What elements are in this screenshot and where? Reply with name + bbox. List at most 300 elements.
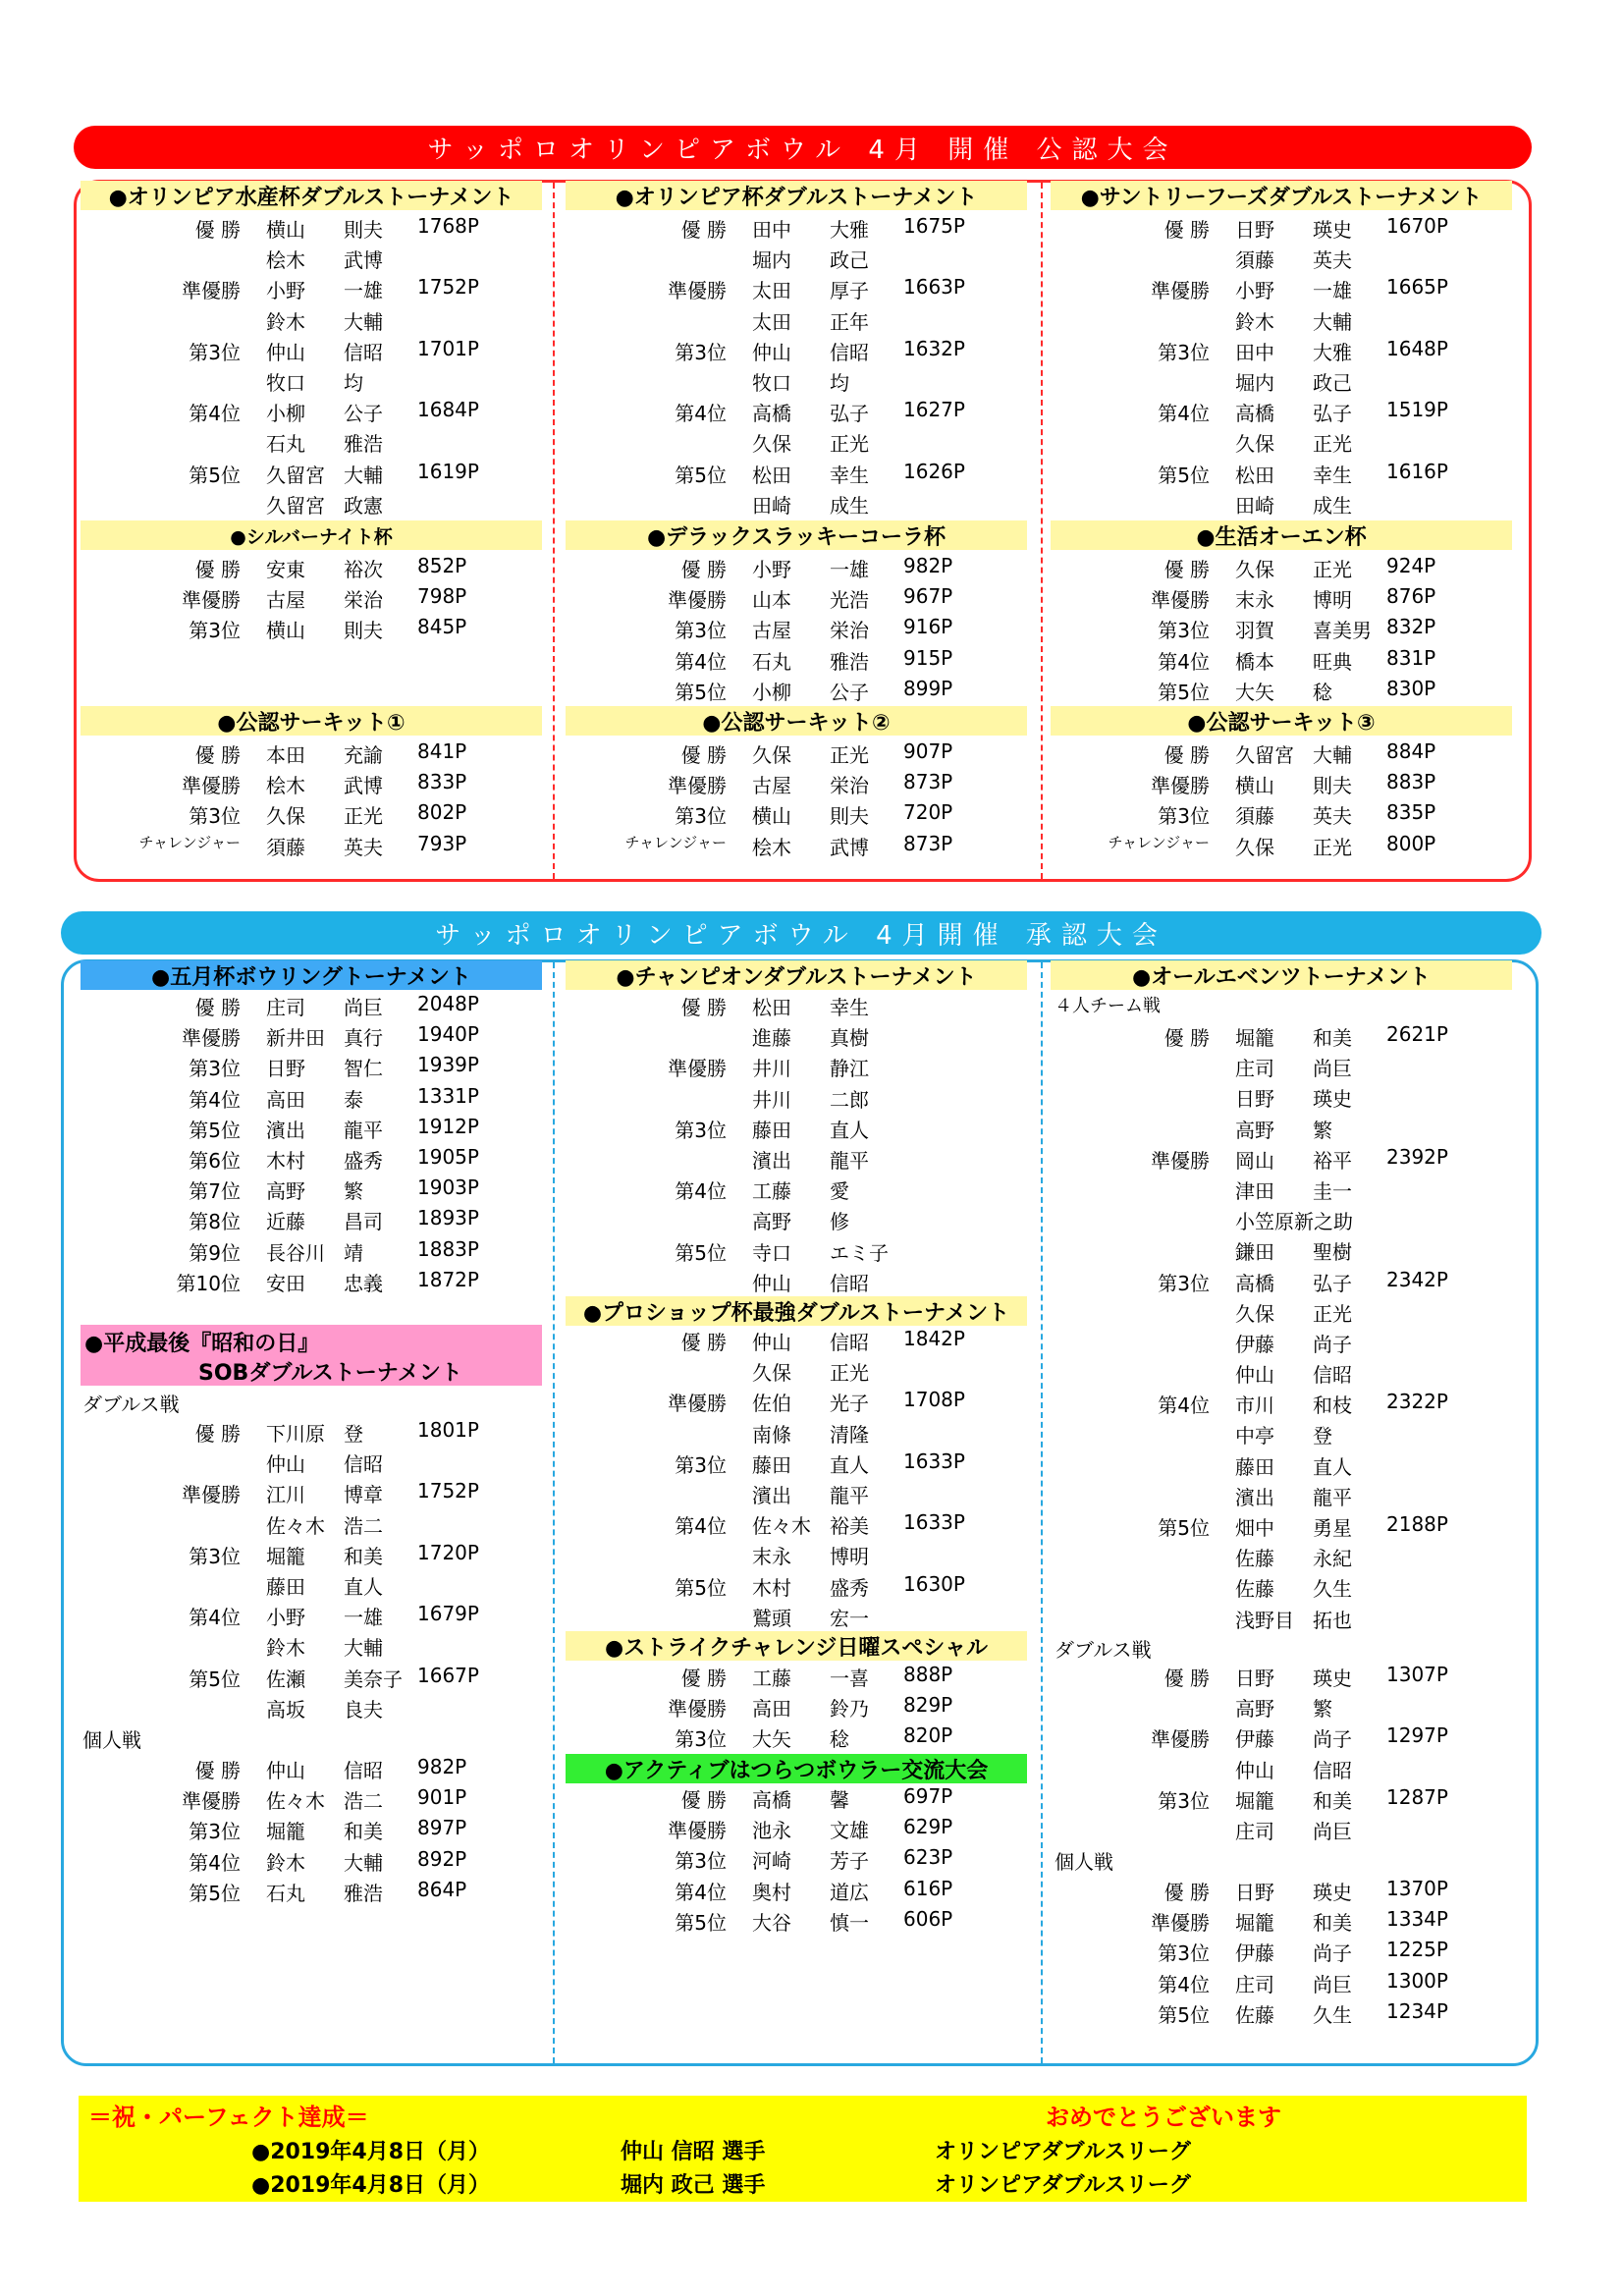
- given-name: 厚子: [830, 279, 869, 303]
- score: 1665P: [1386, 275, 1448, 300]
- section-label: ４人チーム戦: [1055, 996, 1161, 1016]
- family-name: 工藤: [752, 1667, 791, 1690]
- family-name: 新井田: [266, 1026, 325, 1051]
- score: 982P: [903, 554, 953, 577]
- given-name: 稔: [1313, 680, 1332, 704]
- family-name: 仲山: [1235, 1758, 1274, 1782]
- family-name: 伊藤: [1235, 1332, 1274, 1356]
- score: 873P: [903, 831, 953, 855]
- family-name: 奥村: [752, 1880, 791, 1904]
- rank-label: 準優勝: [1151, 774, 1210, 798]
- given-name: 聖樹: [1313, 1240, 1352, 1265]
- family-name: 高野: [1235, 1118, 1274, 1142]
- given-name: 幸生: [830, 463, 869, 487]
- score: 793P: [417, 831, 467, 855]
- family-name: 古屋: [752, 774, 791, 798]
- given-name: 武博: [344, 248, 383, 273]
- family-name: 久保: [752, 1361, 791, 1386]
- score: 833P: [417, 770, 467, 794]
- given-name: 慎一: [830, 1910, 869, 1935]
- given-name: 登: [1313, 1424, 1332, 1449]
- family-name: 安東: [266, 558, 305, 581]
- given-name: 真樹: [830, 1026, 869, 1051]
- family-name: 本田: [266, 743, 305, 767]
- rank-label: 第5位: [675, 1910, 727, 1935]
- family-name: 久留宮: [266, 463, 325, 487]
- given-name: 栄治: [830, 619, 869, 643]
- rank-label: 第3位: [189, 1057, 241, 1081]
- section-label: ダブルス戦: [1055, 1638, 1152, 1662]
- given-name: 盛秀: [830, 1575, 869, 1600]
- given-name: 弘子: [1313, 402, 1352, 426]
- tournament-header: ●プロショップ杯最強ダブルストーナメント: [566, 1296, 1027, 1326]
- given-name: 大雅: [1313, 340, 1352, 364]
- given-name: 一雄: [1313, 279, 1352, 303]
- family-name: 浅野目: [1235, 1608, 1294, 1632]
- rank-label: 優 勝: [194, 996, 241, 1019]
- rank-label: チャレンジャー: [624, 833, 727, 851]
- family-name: 佐瀬: [266, 1667, 305, 1691]
- given-name: 龍平: [1313, 1485, 1352, 1509]
- given-name: 宏一: [830, 1606, 869, 1630]
- rank-label: 第5位: [189, 1881, 241, 1905]
- given-name: 均: [830, 370, 849, 395]
- given-name: 和美: [1313, 1026, 1352, 1050]
- family-name: 堀籠: [1235, 1911, 1274, 1936]
- given-name: 武博: [344, 774, 383, 798]
- rank-label: 第6位: [189, 1148, 241, 1173]
- family-name: 久留宮: [266, 493, 325, 518]
- family-name: 小野: [752, 558, 791, 581]
- family-name: 小柳: [752, 680, 791, 704]
- rank-label: 準優勝: [1151, 1727, 1210, 1752]
- family-name: 堀内: [752, 248, 791, 273]
- rank-label: 第3位: [189, 1544, 241, 1568]
- family-name: 濱出: [266, 1118, 305, 1142]
- given-name: 幸生: [830, 996, 869, 1019]
- perfect-league: オリンピアダブルスリーグ: [935, 2173, 1191, 2198]
- given-name: 一雄: [830, 558, 869, 581]
- family-name: 古屋: [752, 619, 791, 643]
- family-name: 羽賀: [1235, 619, 1274, 643]
- rank-label: 第9位: [189, 1240, 241, 1265]
- family-name: 松田: [1235, 463, 1274, 487]
- congratulations-text: おめでとうございます: [1046, 2104, 1281, 2131]
- given-name: 泰: [344, 1087, 363, 1112]
- given-name: 武博: [830, 835, 869, 859]
- perfect-date: ●2019年4月8日（月）: [251, 2140, 491, 2164]
- family-name: 小野: [1235, 279, 1274, 303]
- given-name: 繁: [1313, 1697, 1332, 1722]
- family-name: 佐藤: [1235, 2002, 1274, 2027]
- family-name: 長谷川: [266, 1240, 325, 1265]
- rank-label: 第3位: [675, 1849, 727, 1874]
- score: 899P: [903, 676, 953, 700]
- rank-label: 優 勝: [1163, 1881, 1210, 1904]
- score: 1842P: [903, 1327, 965, 1350]
- score: 820P: [903, 1723, 953, 1748]
- family-name: 仲山: [752, 1271, 791, 1295]
- family-name: 下川原: [266, 1422, 325, 1446]
- rank-label: 優 勝: [1163, 1026, 1210, 1050]
- family-name: 高橋: [1235, 402, 1274, 426]
- given-name: 均: [344, 370, 363, 395]
- approved-banner: サッポロオリンピアボウル 4月開催 承認大会: [61, 911, 1542, 955]
- given-name: 栄治: [830, 774, 869, 798]
- family-name: 小笠原新之助: [1235, 1210, 1353, 1234]
- given-name: 信昭: [1313, 1363, 1352, 1388]
- family-name: 高田: [752, 1697, 791, 1722]
- given-name: 浩二: [344, 1789, 383, 1814]
- given-name: 稔: [830, 1727, 849, 1752]
- score: 873P: [903, 770, 953, 794]
- tournament-header: ●サントリーフーズダブルストーナメント: [1051, 181, 1512, 210]
- score: 916P: [903, 615, 953, 639]
- rank-label: 第5位: [1158, 680, 1210, 704]
- family-name: 横山: [752, 804, 791, 829]
- score: 832P: [1386, 615, 1436, 639]
- given-name: 正光: [830, 432, 869, 457]
- given-name: 智仁: [344, 1057, 383, 1081]
- score: 1708P: [903, 1388, 965, 1412]
- rank-label: 第4位: [675, 1514, 727, 1539]
- family-name: 藤田: [266, 1574, 305, 1599]
- score: 883P: [1386, 770, 1436, 794]
- family-name: 牧口: [266, 370, 305, 395]
- family-name: 久保: [752, 743, 791, 767]
- score: 924P: [1386, 554, 1436, 577]
- given-name: 繁: [344, 1179, 363, 1204]
- family-name: 工藤: [752, 1179, 791, 1204]
- rank-label: 第3位: [1158, 619, 1210, 643]
- given-name: エミ子: [830, 1240, 889, 1265]
- rank-label: 準優勝: [1151, 1148, 1210, 1173]
- score: 1300P: [1386, 1968, 1448, 1993]
- family-name: 堀籠: [1235, 1788, 1274, 1813]
- given-name: 信昭: [830, 1271, 869, 1295]
- family-name: 高野: [1235, 1697, 1274, 1722]
- family-name: 田中: [752, 218, 791, 242]
- rank-label: 優 勝: [194, 1422, 241, 1446]
- tournament-header: ●デラックスラッキーコーラ杯: [566, 520, 1027, 550]
- tournament-header: ●シルバーナイト杯: [81, 520, 542, 550]
- given-name: 一喜: [830, 1667, 869, 1690]
- given-name: 二郎: [830, 1087, 869, 1112]
- score: 1334P: [1386, 1907, 1448, 1932]
- given-name: 直人: [1313, 1454, 1352, 1479]
- family-name: 桧木: [752, 835, 791, 859]
- given-name: 則夫: [344, 619, 383, 643]
- rank-label: 第5位: [1158, 2002, 1210, 2027]
- rank-label: 準優勝: [1151, 588, 1210, 613]
- given-name: 和美: [1313, 1911, 1352, 1936]
- tournament-header: ●ストライクチャレンジ日曜スペシャル: [566, 1631, 1027, 1661]
- given-name: 和美: [344, 1820, 383, 1844]
- score: 1883P: [417, 1236, 479, 1261]
- family-name: 鷲頭: [752, 1606, 791, 1630]
- score: 1912P: [417, 1114, 479, 1138]
- rank-label: 第4位: [675, 1880, 727, 1904]
- score: 845P: [417, 615, 467, 639]
- rank-label: 準優勝: [668, 1057, 727, 1081]
- rank-label: 第3位: [1158, 1941, 1210, 1966]
- family-name: 佐伯: [752, 1392, 791, 1416]
- rank-label: 第3位: [675, 619, 727, 643]
- given-name: 光子: [830, 1392, 869, 1416]
- family-name: 日野: [1235, 1881, 1274, 1904]
- rank-label: 準優勝: [668, 588, 727, 613]
- score: 884P: [1386, 739, 1436, 763]
- tournament-header: ●オリンピア水産杯ダブルストーナメント: [81, 181, 542, 210]
- given-name: 正年: [830, 309, 869, 334]
- perfect-date: ●2019年4月8日（月）: [251, 2173, 491, 2198]
- given-name: 圭一: [1313, 1178, 1352, 1203]
- family-name: 津田: [1235, 1178, 1274, 1203]
- given-name: 英夫: [1313, 248, 1352, 273]
- family-name: 石丸: [266, 432, 305, 457]
- family-name: 木村: [752, 1575, 791, 1600]
- score: 915P: [903, 645, 953, 670]
- given-name: 雅浩: [344, 432, 383, 457]
- given-name: 繁: [1313, 1118, 1332, 1142]
- family-name: 畑中: [1235, 1516, 1274, 1540]
- given-name: 龍平: [830, 1483, 869, 1507]
- given-name: 栄治: [344, 588, 383, 613]
- score: 982P: [417, 1755, 467, 1778]
- approved-divider-2: [1041, 962, 1043, 2063]
- given-name: 大輔: [1313, 743, 1352, 767]
- family-name: 進藤: [752, 1026, 791, 1051]
- rank-label: チャレンジャー: [138, 833, 241, 851]
- given-name: 成生: [830, 493, 869, 518]
- tournament-header: ●チャンピオンダブルストーナメント: [566, 960, 1027, 990]
- family-name: 佐々木: [266, 1513, 325, 1538]
- rank-label: 優 勝: [1163, 1667, 1210, 1690]
- given-name: 真行: [344, 1026, 383, 1051]
- family-name: 佐藤: [1235, 1547, 1274, 1571]
- given-name: 直人: [830, 1118, 869, 1142]
- family-name: 木村: [266, 1148, 305, 1173]
- score: 616P: [903, 1876, 953, 1900]
- family-name: 堀籠: [266, 1820, 305, 1844]
- family-name: 山本: [752, 588, 791, 613]
- given-name: 正光: [1313, 432, 1352, 457]
- family-name: 小野: [266, 279, 305, 303]
- family-name: 岡山: [1235, 1148, 1274, 1173]
- official-divider-2: [1041, 183, 1043, 879]
- rank-label: 第3位: [189, 1820, 241, 1844]
- given-name: 旺典: [1313, 649, 1352, 674]
- rank-label: 準優勝: [668, 774, 727, 798]
- score: 1619P: [417, 459, 479, 483]
- rank-label: 第3位: [675, 804, 727, 829]
- given-name: 正光: [344, 804, 383, 829]
- given-name: 大雅: [830, 218, 869, 242]
- family-name: 久保: [752, 432, 791, 457]
- tournament-header: ●公認サーキット②: [566, 706, 1027, 736]
- score: 831P: [1386, 645, 1436, 670]
- family-name: 仲山: [1235, 1363, 1274, 1388]
- rank-label: 第5位: [1158, 463, 1210, 487]
- rank-label: 第3位: [1158, 804, 1210, 829]
- score: 2322P: [1386, 1390, 1448, 1414]
- given-name: 静江: [830, 1057, 869, 1081]
- score: 1768P: [417, 214, 479, 238]
- rank-label: 準優勝: [1151, 1911, 1210, 1936]
- rank-label: 準優勝: [182, 1789, 241, 1814]
- rank-label: 第3位: [189, 340, 241, 364]
- perfect-player: 堀内 政己 選手: [621, 2173, 766, 2198]
- family-name: 仲山: [266, 1759, 305, 1782]
- given-name: 弘子: [830, 402, 869, 426]
- rank-label: 第3位: [1158, 340, 1210, 364]
- perfect-league: オリンピアダブルスリーグ: [935, 2140, 1191, 2164]
- score: 901P: [417, 1785, 467, 1810]
- given-name: 文雄: [830, 1819, 869, 1843]
- rank-label: 優 勝: [680, 1667, 727, 1690]
- given-name: 龍平: [830, 1148, 869, 1173]
- family-name: 久保: [1235, 558, 1274, 581]
- score: 1940P: [417, 1022, 479, 1047]
- family-name: 堀籠: [266, 1544, 305, 1568]
- family-name: 古屋: [266, 588, 305, 613]
- given-name: 尚子: [1313, 1727, 1352, 1752]
- score: 1720P: [417, 1540, 479, 1564]
- rank-label: 準優勝: [1151, 279, 1210, 303]
- rank-label: 第5位: [675, 1575, 727, 1600]
- family-name: 日野: [266, 1057, 305, 1081]
- family-name: 鈴木: [266, 1636, 305, 1661]
- family-name: 仲山: [266, 1452, 305, 1477]
- family-name: 高野: [752, 1210, 791, 1234]
- given-name: 英夫: [1313, 804, 1352, 829]
- family-name: 高野: [266, 1179, 305, 1204]
- given-name: 永紀: [1313, 1547, 1352, 1571]
- family-name: 日野: [1235, 1667, 1274, 1690]
- family-name: 堀籠: [1235, 1026, 1274, 1050]
- score: 892P: [417, 1846, 467, 1871]
- score: 1627P: [903, 398, 965, 422]
- rank-label: 準優勝: [668, 1819, 727, 1843]
- score: 1872P: [417, 1267, 479, 1291]
- score: 1287P: [1386, 1784, 1448, 1809]
- rank-label: 第4位: [1158, 1972, 1210, 1996]
- score: 888P: [903, 1663, 953, 1686]
- family-name: 堀内: [1235, 370, 1274, 395]
- score: 1903P: [417, 1175, 479, 1200]
- official-divider-1: [553, 183, 555, 879]
- given-name: 直人: [830, 1452, 869, 1477]
- rank-label: 第4位: [675, 402, 727, 426]
- approved-divider-1: [553, 962, 555, 2063]
- rank-label: 優 勝: [194, 558, 241, 581]
- rank-label: 第3位: [675, 1452, 727, 1477]
- family-name: 松田: [752, 463, 791, 487]
- rank-label: 優 勝: [680, 558, 727, 581]
- given-name: 博明: [830, 1545, 869, 1569]
- given-name: 成生: [1313, 493, 1352, 518]
- score: 623P: [903, 1845, 953, 1870]
- score: 1616P: [1386, 459, 1448, 483]
- score: 1331P: [417, 1083, 479, 1108]
- given-name: 幸生: [1313, 463, 1352, 487]
- given-name: 喜美男: [1313, 619, 1372, 643]
- score: 897P: [417, 1816, 467, 1840]
- rank-label: 第4位: [1158, 649, 1210, 674]
- family-name: 仲山: [752, 1331, 791, 1354]
- given-name: 久生: [1313, 1577, 1352, 1602]
- given-name: 拓也: [1313, 1608, 1352, 1632]
- tournament-header: ●アクティブはつらつボウラー交流大会: [566, 1754, 1027, 1783]
- given-name: 和美: [1313, 1788, 1352, 1813]
- score: 1648P: [1386, 336, 1448, 360]
- family-name: 高田: [266, 1087, 305, 1112]
- rank-label: 準優勝: [668, 1392, 727, 1416]
- given-name: 勇星: [1313, 1516, 1352, 1540]
- family-name: 鈴木: [266, 1850, 305, 1875]
- family-name: 横山: [266, 619, 305, 643]
- family-name: 安田: [266, 1271, 305, 1295]
- given-name: 裕平: [1313, 1148, 1352, 1173]
- score: 1663P: [903, 275, 965, 300]
- tournament-header: ●公認サーキット③: [1051, 706, 1512, 736]
- family-name: 藤田: [752, 1118, 791, 1142]
- family-name: 横山: [1235, 774, 1274, 798]
- family-name: 末永: [1235, 588, 1274, 613]
- rank-label: 第5位: [675, 680, 727, 704]
- score: 800P: [1386, 831, 1436, 855]
- rank-label: 第5位: [189, 1118, 241, 1142]
- rank-label: 第3位: [675, 340, 727, 364]
- given-name: 則夫: [830, 804, 869, 829]
- score: 835P: [1386, 800, 1436, 825]
- family-name: 伊藤: [1235, 1941, 1274, 1966]
- family-name: 田崎: [1235, 493, 1274, 518]
- score: 829P: [903, 1693, 953, 1718]
- family-name: 末永: [752, 1545, 791, 1569]
- given-name: 信昭: [344, 1452, 383, 1477]
- family-name: 濱出: [1235, 1485, 1274, 1509]
- family-name: 庄司: [1235, 1972, 1274, 1996]
- given-name: 一雄: [344, 1606, 383, 1630]
- score: 1752P: [417, 1479, 479, 1503]
- tournament-header: ●オールエベンツトーナメント: [1051, 960, 1512, 990]
- given-name: 尚巨: [1313, 1972, 1352, 1996]
- family-name: 久保: [1235, 1301, 1274, 1326]
- given-name: 光浩: [830, 588, 869, 613]
- score: 606P: [903, 1906, 953, 1931]
- score: 1801P: [417, 1418, 479, 1442]
- family-name: 大矢: [1235, 680, 1274, 704]
- family-name: 須藤: [1235, 804, 1274, 829]
- rank-label: 優 勝: [1163, 218, 1210, 242]
- given-name: 政憲: [344, 493, 383, 518]
- family-name: 高橋: [752, 402, 791, 426]
- score: 2621P: [1386, 1022, 1448, 1046]
- score: 2392P: [1386, 1144, 1448, 1169]
- given-name: 弘子: [1313, 1271, 1352, 1295]
- given-name: 直人: [344, 1574, 383, 1599]
- given-name: 裕美: [830, 1514, 869, 1539]
- given-name: 博章: [344, 1483, 383, 1507]
- family-name: 佐々木: [266, 1789, 325, 1814]
- family-name: 久保: [266, 804, 305, 829]
- rank-label: 優 勝: [680, 1331, 727, 1354]
- given-name: 尚巨: [1313, 1057, 1352, 1081]
- rank-label: 優 勝: [680, 743, 727, 767]
- rank-label: 第3位: [189, 804, 241, 829]
- sob-title-line1: ●平成最後『昭和の日』: [84, 1332, 320, 1356]
